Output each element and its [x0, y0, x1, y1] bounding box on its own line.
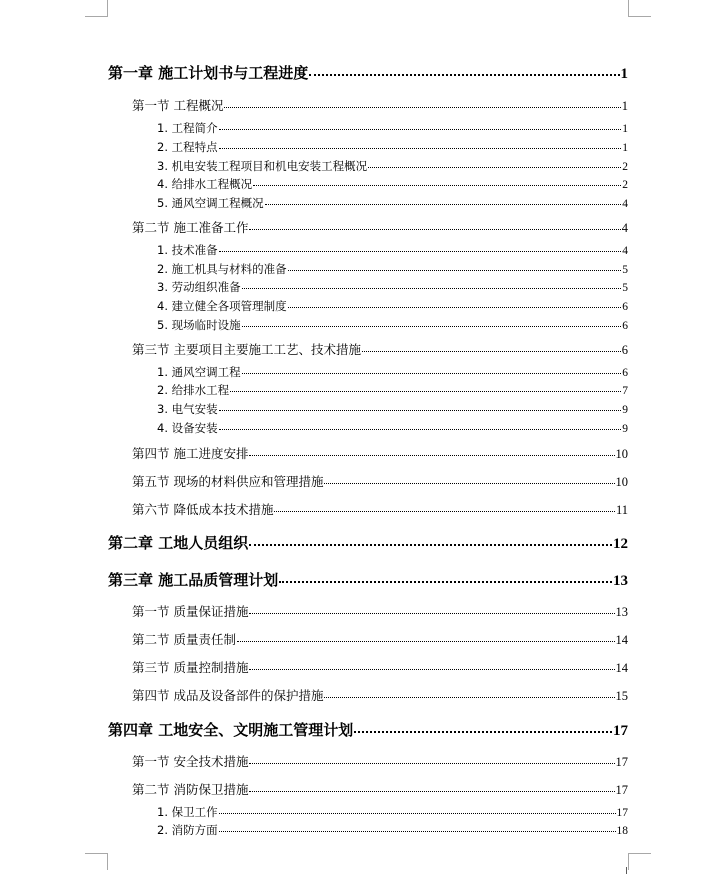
- toc-entry-page-number: 1: [621, 99, 628, 113]
- dot-leader: [219, 147, 622, 149]
- toc-entry-level3[interactable]: [157, 382, 628, 398]
- toc-entry-level2[interactable]: [132, 500, 628, 518]
- toc-entry-level3[interactable]: [157, 401, 628, 417]
- toc-entry-page-number: 4: [622, 245, 628, 257]
- toc-entry-label: 第一节 工程概况: [132, 98, 224, 113]
- toc-entry-label: 2. 工程特点: [157, 140, 218, 154]
- toc-entry-label: 3. 劳动组织准备: [157, 280, 241, 294]
- dot-leader: [253, 184, 621, 186]
- toc-entry-page-number: 10: [615, 475, 628, 489]
- toc-entry-page-number: 14: [615, 661, 628, 675]
- dot-leader: [249, 762, 614, 764]
- toc-entry-page-number: 5: [622, 264, 628, 276]
- toc-entry-level3[interactable]: [157, 195, 628, 211]
- toc-entry-label: 第三章 施工品质管理计划: [108, 571, 279, 589]
- toc-entry-level2[interactable]: [132, 630, 628, 648]
- toc-entry-level2[interactable]: [132, 602, 628, 620]
- page-corner-mark-bottom-left: [85, 853, 108, 870]
- toc-entry-page-number: 9: [622, 404, 628, 416]
- toc-entry-page-number: 18: [616, 825, 628, 837]
- toc-entry-level2[interactable]: [132, 96, 628, 114]
- toc-entry-label: 第二节 施工准备工作: [132, 220, 249, 235]
- dot-leader: [242, 287, 622, 289]
- toc-entry-page-number: 5: [622, 282, 628, 294]
- toc-entry-level1[interactable]: [108, 719, 628, 740]
- dot-leader: [279, 580, 612, 583]
- toc-entry-level3[interactable]: [157, 822, 628, 838]
- dot-leader: [230, 390, 621, 392]
- toc-entry-label: 5. 通风空调工程概况: [157, 196, 264, 210]
- dot-leader: [242, 325, 622, 327]
- dot-leader: [219, 250, 622, 252]
- toc-entry-page-number: 1: [622, 142, 628, 154]
- toc-entry-label: 1. 保卫工作: [157, 805, 218, 819]
- page-corner-mark-top-right: [628, 0, 651, 17]
- toc-entry-page-number: 4: [622, 198, 628, 210]
- dot-leader: [249, 228, 620, 230]
- toc-entry-page-number: 17: [613, 723, 628, 739]
- toc-entry-level1[interactable]: [108, 532, 628, 553]
- toc-entry-page-number: 15: [615, 689, 628, 703]
- toc-entry-label: 第五节 现场的材料供应和管理措施: [132, 474, 324, 489]
- toc-entry-label: 4. 设备安装: [157, 421, 218, 435]
- dot-leader: [249, 454, 614, 456]
- toc-entry-label: 2. 消防方面: [157, 823, 218, 837]
- dot-leader: [324, 696, 614, 698]
- toc-entry-level2[interactable]: [132, 444, 628, 462]
- toc-entry-level3[interactable]: [157, 120, 628, 136]
- toc-entry-label: 第二节 消防保卫措施: [132, 782, 249, 797]
- toc-entry-label: 第三节 质量控制措施: [132, 660, 249, 675]
- toc-entry-page-number: 1: [620, 66, 628, 82]
- toc-entry-page-number: 9: [622, 423, 628, 435]
- toc-entry-level2[interactable]: [132, 658, 628, 676]
- dot-leader: [224, 106, 620, 108]
- toc-entry-level3[interactable]: [157, 279, 628, 295]
- toc-entry-level3[interactable]: [157, 420, 628, 436]
- dot-leader: [219, 428, 622, 430]
- dot-leader: [362, 350, 621, 352]
- toc-entry-label: 4. 建立健全各项管理制度: [157, 299, 287, 313]
- toc-entry-page-number: 2: [622, 179, 628, 191]
- toc-entry-label: 1. 通风空调工程: [157, 365, 241, 379]
- toc-entry-label: 1. 技术准备: [157, 243, 218, 257]
- toc-entry-page-number: 2: [622, 161, 628, 173]
- dot-leader: [249, 612, 614, 614]
- toc-entry-level3[interactable]: [157, 158, 628, 174]
- toc-entry-page-number: 6: [622, 301, 628, 313]
- toc-entry-level3[interactable]: [157, 804, 628, 820]
- toc-entry-label: 4. 给排水工程概况: [157, 177, 253, 191]
- toc-entry-label: 1. 工程简介: [157, 121, 218, 135]
- dot-leader: [242, 372, 622, 374]
- dot-leader: [324, 482, 614, 484]
- page-corner-mark-bottom-right: [628, 853, 651, 870]
- toc-entry-level2[interactable]: [132, 340, 628, 358]
- toc-entry-page-number: 4: [621, 221, 628, 235]
- dot-leader: [354, 730, 612, 733]
- dot-leader: [237, 640, 615, 642]
- toc-entry-page-number: 11: [615, 503, 628, 517]
- toc-entry-page-number: 14: [615, 633, 628, 647]
- dot-leader: [288, 269, 622, 271]
- toc-entry-label: 第二节 质量责任制: [132, 632, 236, 647]
- toc-entry-label: 第三节 主要项目主要施工工艺、技术措施: [132, 342, 361, 357]
- toc-entry-label: 第一节 质量保证措施: [132, 604, 249, 619]
- dot-leader: [265, 203, 622, 205]
- toc-entry-page-number: 12: [613, 536, 628, 552]
- page-number-mark: I: [625, 866, 628, 877]
- toc-entry-page-number: 7: [622, 385, 628, 397]
- toc-entry-page-number: 1: [622, 123, 628, 135]
- toc-entry-page-number: 13: [613, 573, 628, 589]
- toc-entry-label: 第一节 安全技术措施: [132, 754, 249, 769]
- toc-entry-level1[interactable]: [108, 62, 628, 83]
- toc-entry-level3[interactable]: [157, 261, 628, 277]
- toc-entry-page-number: 13: [615, 605, 628, 619]
- toc-entry-level3[interactable]: [157, 364, 628, 380]
- toc-entry-label: 第一章 施工计划书与工程进度: [108, 64, 309, 82]
- toc-entry-level3[interactable]: [157, 317, 628, 333]
- toc-entry-page-number: 17: [616, 807, 628, 819]
- toc-entry-level3[interactable]: [157, 242, 628, 258]
- dot-leader: [274, 510, 614, 512]
- toc-entry-page-number: 6: [622, 367, 628, 379]
- toc-entry-label: 2. 施工机具与材料的准备: [157, 262, 287, 276]
- dot-leader: [249, 790, 614, 792]
- toc-entry-page-number: 10: [615, 447, 628, 461]
- toc-entry-page-number: 6: [622, 320, 628, 332]
- page-corner-mark-top-left: [85, 0, 108, 17]
- dot-leader: [219, 812, 616, 814]
- dot-leader: [249, 543, 612, 546]
- toc-entry-level2[interactable]: [132, 472, 628, 490]
- dot-leader: [219, 128, 622, 130]
- dot-leader: [288, 306, 622, 308]
- toc-entry-level3[interactable]: [157, 298, 628, 314]
- toc-entry-label: 3. 机电安装工程项目和机电安装工程概况: [157, 159, 368, 173]
- dot-leader: [219, 830, 616, 832]
- dot-leader: [249, 668, 614, 670]
- toc-entry-level1[interactable]: [108, 569, 628, 590]
- toc-entry-page-number: 17: [615, 783, 628, 797]
- toc-entry-level2[interactable]: [132, 780, 628, 798]
- toc-entry-label: 第四节 成品及设备部件的保护措施: [132, 688, 324, 703]
- toc-entry-label: 3. 电气安装: [157, 402, 218, 416]
- dot-leader: [309, 73, 619, 76]
- toc-entry-page-number: 17: [615, 755, 628, 769]
- toc-entry-level3[interactable]: [157, 176, 628, 192]
- toc-entry-level3[interactable]: [157, 139, 628, 155]
- dot-leader: [368, 166, 621, 168]
- toc-entry-level2[interactable]: [132, 752, 628, 770]
- toc-entry-label: 第四节 施工进度安排: [132, 446, 249, 461]
- toc-entry-label: 第二章 工地人员组织: [108, 534, 249, 552]
- toc-entry-level2[interactable]: [132, 218, 628, 236]
- toc-entry-label: 2. 给排水工程: [157, 383, 230, 397]
- toc-entry-level2[interactable]: [132, 686, 628, 704]
- toc-entry-label: 第六节 降低成本技术措施: [132, 502, 274, 517]
- toc-entry-label: 第四章 工地安全、文明施工管理计划: [108, 721, 354, 739]
- toc-entry-page-number: 6: [621, 343, 628, 357]
- dot-leader: [219, 409, 622, 411]
- toc-entry-label: 5. 现场临时设施: [157, 318, 241, 332]
